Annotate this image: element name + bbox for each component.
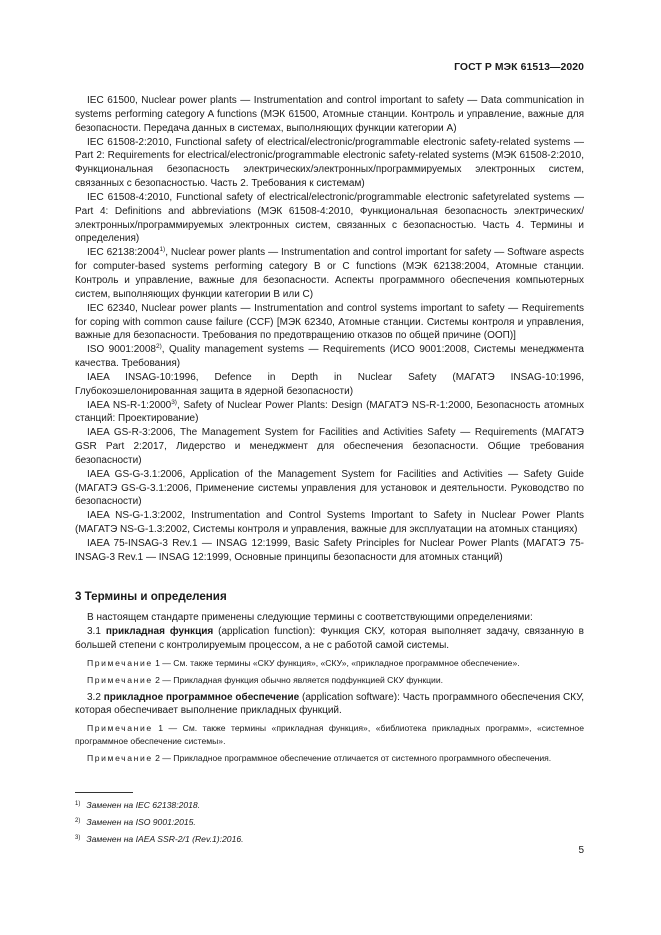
document-header: ГОСТ Р МЭК 61513—2020 (454, 62, 584, 73)
reference-item: IEC 61500, Nuclear power plants — Instrumentation and control important to safety — Data communication in systems performing category A functions (МЭК 61500, Атомные станции. Контроль и управление, важные для безопасности. Передача данных в системах, выполняющих функции категории А) (75, 95, 584, 134)
note-label: Примечание (87, 657, 153, 668)
note-text: 1 — См. также термины «СКУ функция», «СКУ», «прикладное программное обеспечение». (152, 657, 520, 668)
note-label: Примечание (87, 723, 153, 734)
section-heading: 3 Термины и определения (75, 590, 227, 603)
footnote-marker: 2) (155, 343, 162, 351)
reference-item (75, 399, 584, 427)
note-label: Примечание (87, 753, 153, 764)
term-note (75, 657, 584, 670)
reference-item: IAEA NS-G-1.3:2002, Instrumentation and Control Systems Important to Safety in Nuclear Power Plants (МАГАТЭ NS-G-1.3:2002, Системы контроля и управления, важные для эксплуатации на атомных станциях) (75, 510, 584, 536)
footnote-mark: 3) (75, 834, 81, 841)
term-definition (75, 691, 584, 719)
footnote-text: Заменен на IEC 62138:2018. (86, 800, 201, 810)
page-number: 5 (578, 845, 584, 856)
reference-item: IEC 61508-2:2010, Functional safety of electrical/electronic/programmable electronic safety-related systems — Part 2: Requirements for electrical/electronic/programmable electronic safety-related systems (МЭК 61508-2:2010, Функциональная безопасность электрических/электронных/программируемых электронных систем, связанных с безопасностью. Часть 2. Требования к системам) (75, 136, 584, 190)
footnote-mark: 2) (75, 817, 81, 824)
terms-section (75, 611, 584, 765)
term-note (75, 752, 584, 765)
reference-item (75, 343, 584, 371)
reference-code: ISO 9001:2008 (87, 344, 156, 356)
section-intro: В настоящем стандарте применены следующие термины с соответствующими определениями: (87, 612, 533, 623)
footnote-text: Заменен на ISO 9001:2015. (86, 816, 196, 827)
footnote (75, 814, 475, 831)
term-number: 3.2 (87, 691, 101, 703)
reference-item: IAEA 75-INSAG-3 Rev.1 — INSAG 12:1999, Basic Safety Principles for Nuclear Power Plants (МАГАТЭ 75-INSAG-3 Rev.1 — INSAG 12:1999, Основные принципы безопасности для атомных станций) (75, 538, 584, 563)
reference-code: IEC 62138:2004 (87, 247, 160, 259)
footnote-divider (75, 792, 133, 793)
reference-item: IAEA INSAG-10:1996, Defence in Depth in Nuclear Safety (МАГАТЭ INSAG-10:1996, Глубокоэшелонированная защита в ядерной безопасности) (75, 371, 584, 397)
reference-item: IAEA GS-G-3.1:2006, Application of the Management System for Facilities and Activities — Safety Guide (МАГАТЭ GS-G-3.1:2006, Применение системы управления для установок и деятельности. Руководство по безопасности) (75, 468, 584, 508)
reference-item: IEC 62340, Nuclear power plants — Instrumentation and control systems important to safety — Requirements for coping with common cause failure (CCF) [МЭК 62340, Атомные станции. Системы контроля и управления, важные для безопасности. Требования по предотвращению отказов по общей причине (ООП)] (75, 302, 584, 342)
references-list (75, 94, 584, 565)
reference-item (75, 246, 584, 301)
note-text: 2 — Прикладная функция обычно является подфункцией СКУ функции. (152, 674, 444, 685)
term-name: прикладная функция (105, 625, 214, 637)
note-text: 1 — См. также термины «прикладная функция», «библиотека прикладных программ», «системное программное обеспечение системы». (75, 723, 584, 747)
term-text: (application function): Функция СКУ, которая выполняет задачу, связанную в большей степени с контролируемым процессом, а не с работой самой системы. (75, 625, 584, 651)
term-definition (75, 625, 584, 653)
reference-item: IAEA GS-R-3:2006, The Management System for Facilities and Activities Safety — Requirements (МАГАТЭ GSR Part 2:2017, Лидерство и менеджмент для обеспечения безопасности. Общие требования безопасности) (75, 427, 584, 466)
footnote-text: Заменен на IAEA SSR-2/1 (Rev.1):2016. (86, 833, 244, 844)
term-note (75, 674, 584, 687)
footnote (75, 797, 475, 814)
reference-item: IEC 61508-4:2010, Functional safety of electrical/electronic/programmable electronic safetyrelated systems — Part 4: Definitions and abbreviations (МЭК 61508-4:2010, Функциональная безопасность электрических/электронных/программируемых электронных систем, связанных с безопасностью. Часть 4. Термины и определения) (75, 191, 584, 245)
footnote (75, 831, 475, 848)
footnote-marker: 3) (171, 398, 177, 406)
reference-code: IAEA NS-R-1:2000 (87, 399, 172, 411)
term-number: 3.1 (87, 625, 101, 637)
footnote-marker: 1) (159, 246, 166, 254)
footnote-mark: 1) (75, 801, 81, 807)
note-text: 2 — Прикладное программное обеспечение отличается от системного программного обеспечения. (152, 753, 552, 764)
term-note (75, 722, 584, 748)
footnotes (75, 797, 475, 847)
reference-text: , Nuclear power plants — Instrumentation and control important for safety — Software aspects for computer-based systems performing category B or C functions (МЭК 62138:2004, Атомные станции. Контроль и управление, важные для безопасности. Аспекты программного обеспечения компьютерных систем, выполняющих функции категории В или С) (75, 247, 584, 300)
note-label: Примечание (87, 674, 153, 685)
reference-text: , Quality management systems — Requirements (ИСО 9001:2008, Системы менеджмента качества. Требования) (75, 344, 584, 370)
reference-text: , Safety of Nuclear Power Plants: Design (МАГАТЭ NS-R-1:2000, Безопасность атомных станций: Проектирование) (75, 399, 584, 425)
term-text: (application software): Часть программного обеспечения СКУ, которая обеспечивает выполнение прикладных функций. (75, 691, 584, 717)
term-name: прикладное программное обеспечение (103, 691, 300, 703)
